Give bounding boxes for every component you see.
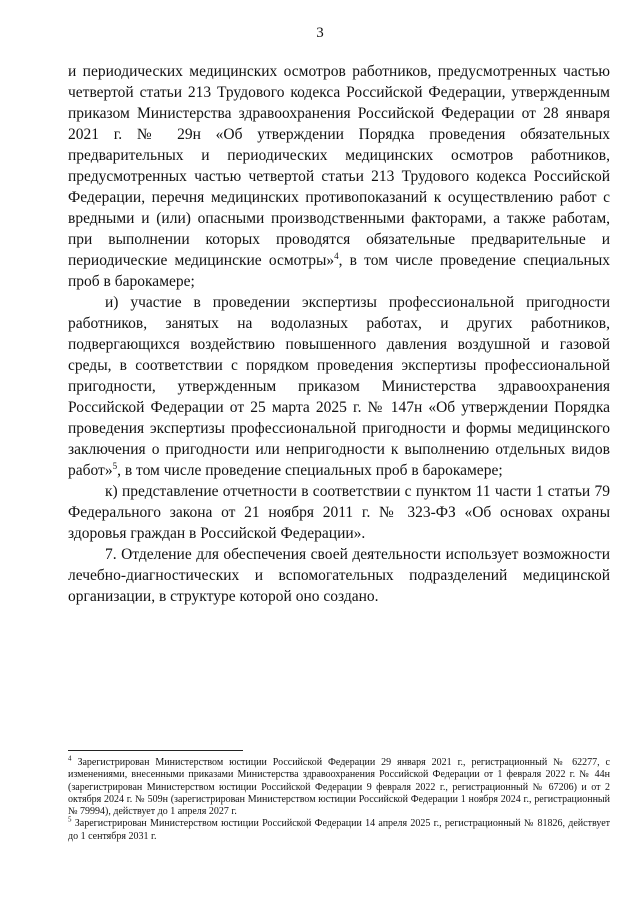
paragraph-item-k: к) представление отчетности в соответствии с пунктом 11 части 1 статьи 79 Федерального закона от 21 ноября 2011 г. № 323-ФЗ «Об основах охраны здоровья граждан в Российской Федерации». [68, 483, 610, 542]
footnote-text: Зарегистрирован Министерством юстиции Российской Федерации 29 января 2021 г., регистрационный № 62277, с изменениями, внесенными приказами Министерства здравоохранения Российской Федерации от 1 февраля 2022 г. № 44н (зарегистрирован Министерством юстиции Российской Федерации 9 февраля 2022 г., регистрационный № 67206) и от 2 октября 2024 г. № 509н (зарегистрирован Министерством юстиции Российской Федерации 1 ноября 2024 г., регистрационный № 79994), действует до 1 апреля 2027 г. [68, 757, 610, 818]
paragraph-text: и) участие в проведении экспертизы профессиональной пригодности работников, занятых на водолазных работах, и других работников, подвергающихся воздействию повышенного давления воздушной и газовой среды, в соответствии с порядком проведения экспертизы профессиональной пригодности, утвержденным приказом Министерства здравоохранения Российской Федерации от 25 марта 2025 г. № 147н «Об утверждении Порядка проведения экспертизы профессиональной пригодности и формы медицинского заключения о пригодности или непригодности к выполнению отдельных видов работ» [68, 294, 610, 479]
footnote-marker: 5 [68, 816, 72, 825]
document-body [68, 61, 610, 607]
footnote-5 [68, 818, 610, 843]
paragraph-text: и периодических медицинских осмотров работников, предусмотренных частью четвертой статьи 213 Трудового кодекса Российской Федерации, утвержденным приказом Министерства здравоохранения Российской Федерации от 28 января 2021 г. № 29н «Об утверждении Порядка проведения обязательных предварительных и периодических медицинских осмотров работников, предусмотренных частью четвертой статьи 213 Трудового кодекса Российской Федерации, перечня медицинских противопоказаний к осуществлению работ с вредными и (или) опасными производственными факторами, а также работам, при выполнении которых проводятся обязательные предварительные и периодические медицинские осмотры» [68, 63, 610, 269]
paragraph-item-i [68, 292, 610, 481]
page-number: 3 [316, 25, 324, 41]
footnote-ref: 5 [112, 460, 118, 471]
footnote-divider [68, 750, 243, 751]
footnote-4 [68, 754, 610, 818]
footnote-text: Зарегистрирован Министерством юстиции Российской Федерации 14 апреля 2025 г., регистрационный № 81826, действует до 1 сентября 2031 г. [68, 818, 610, 842]
paragraph-continuation [68, 61, 610, 292]
paragraph-text: , в том числе проведение специальных проб в барокамере; [68, 252, 611, 290]
footnote-marker: 4 [68, 754, 72, 763]
footnotes [68, 754, 610, 843]
footnote-ref: 4 [334, 250, 339, 261]
paragraph-item-7: 7. Отделение для обеспечения своей деятельности использует возможности лечебно-диагностических и вспомогательных подразделений медицинской организации, в структуре которой оно создано. [68, 546, 610, 605]
paragraph-text: , в том числе проведение специальных проб в барокамере; [117, 462, 503, 479]
